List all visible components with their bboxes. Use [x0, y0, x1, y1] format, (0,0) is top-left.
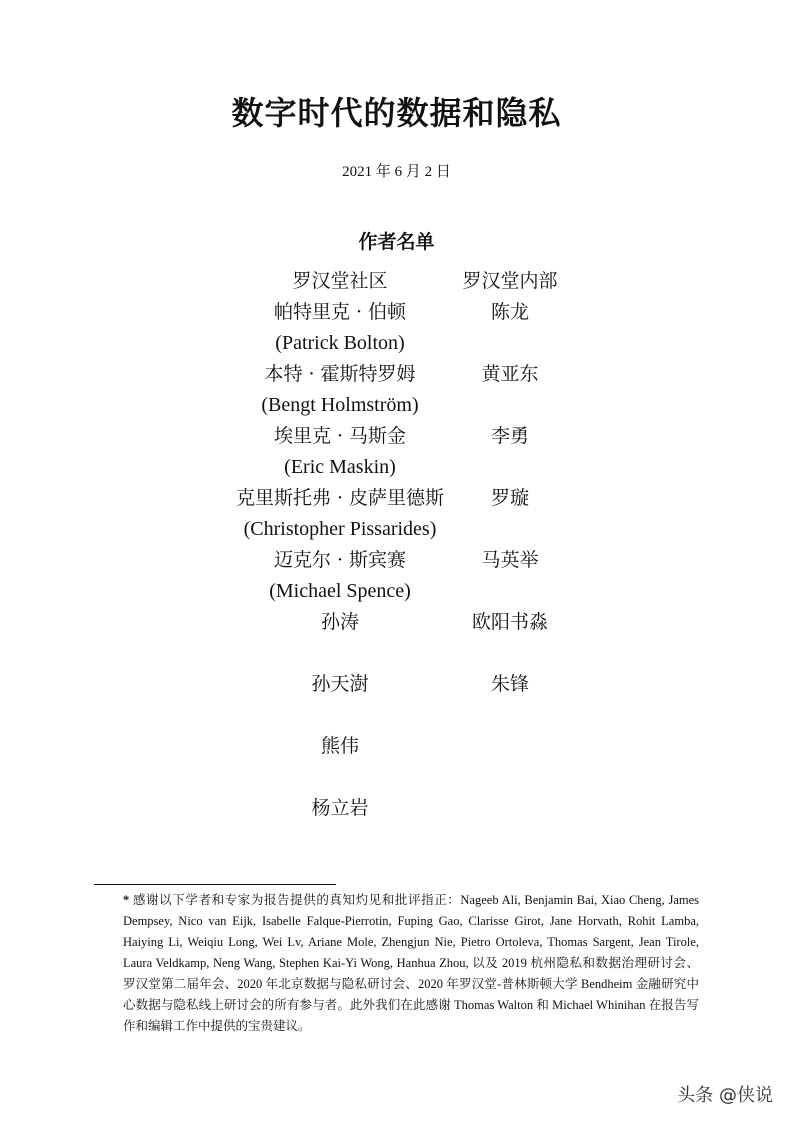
author-row: [230, 297, 570, 328]
author-left: 克里斯托弗 · 皮萨里德斯: [235, 487, 445, 509]
watermark-text: 头条 @侠说: [677, 1085, 773, 1106]
author-right: [450, 731, 570, 762]
author-row: [230, 514, 570, 545]
author-right: [450, 390, 570, 421]
author-row: [230, 452, 570, 483]
author-right: [450, 452, 570, 483]
author-row: [230, 793, 570, 824]
author-row: [230, 328, 570, 359]
footnote-divider: [94, 884, 336, 885]
author-row: [230, 421, 570, 452]
author-left-latin: (Eric Maskin): [284, 456, 396, 478]
author-right: 马英举: [481, 549, 539, 571]
author-row: [230, 731, 570, 762]
author-right: [450, 576, 570, 607]
footnote-mark: *: [123, 893, 130, 907]
document-date: 2021 年 6 月 2 日: [342, 164, 451, 180]
author-right: 李勇: [490, 425, 529, 447]
author-right: [450, 514, 570, 545]
author-left: 迈克尔 · 斯宾赛: [273, 549, 407, 571]
acknowledgement-footnote: [123, 890, 699, 1037]
author-left: 埃里克 · 马斯金: [273, 425, 407, 447]
author-left-latin: (Bengt Holmström): [261, 394, 419, 416]
authors-heading: 作者名单: [358, 231, 435, 253]
author-right: [450, 793, 570, 824]
author-left-latin: (Patrick Bolton): [275, 332, 405, 354]
author-right: 黄亚东: [481, 363, 539, 385]
author-left-latin: (Michael Spence): [269, 580, 411, 602]
row-spacer: [230, 638, 570, 669]
author-row: [230, 545, 570, 576]
author-right: 罗汉堂内部: [462, 270, 558, 292]
row-spacer: [230, 700, 570, 731]
author-row: [230, 266, 570, 297]
author-row: [230, 576, 570, 607]
page-title: 数字时代的数据和隐私: [231, 94, 562, 132]
author-left: 孙涛: [320, 611, 359, 633]
author-row: [230, 390, 570, 421]
author-right: 陈龙: [490, 301, 529, 323]
author-row: [230, 359, 570, 390]
author-right: [450, 328, 570, 359]
author-left-latin: (Christopher Pissarides): [243, 518, 437, 540]
author-left: 熊伟: [320, 735, 359, 757]
author-left: 孙天澍: [311, 673, 369, 695]
author-row: [230, 483, 570, 514]
author-left: 罗汉堂社区: [292, 270, 388, 292]
row-spacer: [230, 762, 570, 793]
author-list: [230, 266, 570, 824]
author-left: 帕特里克 · 伯顿: [273, 301, 407, 323]
author-left: 杨立岩: [311, 797, 369, 819]
author-right: 欧阳书淼: [471, 611, 548, 633]
author-right: 罗璇: [490, 487, 529, 509]
author-left: 本特 · 霍斯特罗姆: [264, 363, 416, 385]
author-row: [230, 669, 570, 700]
footnote-text: 感谢以下学者和专家为报告提供的真知灼见和批评指正：Nageeb Ali, Benjamin Bai, Xiao Cheng, James Dempsey, Nico van Eijk, Isabelle Falque-Pierrotin, Fuping Gao, Clarisse Girot, Jane Horvath, Rohit Lamba, Haiying Li, Weiqiu Long, Wei Lv, Ariane Mole, Zhengjun Nie, Pietro Ortoleva, Thomas Sargent, Jean Tirole, Laura Veldkamp, Neng Wang, Stephen Kai-Yi Wong, Hanhua Zhou, 以及 2019 杭州隐私和数据治理研讨会、罗汉堂第二届年会、2020 年北京数据与隐私研讨会、2020 年罗汉堂-普林斯顿大学 Bendheim 金融研究中心数据与隐私线上研讨会的所有参与者。此外我们在此感谢 Thomas Walton 和 Michael Whinihan 在报告写作和编辑工作中提供的宝贵建议。: [123, 893, 700, 1033]
author-right: 朱锋: [490, 673, 529, 695]
author-row: [230, 607, 570, 638]
